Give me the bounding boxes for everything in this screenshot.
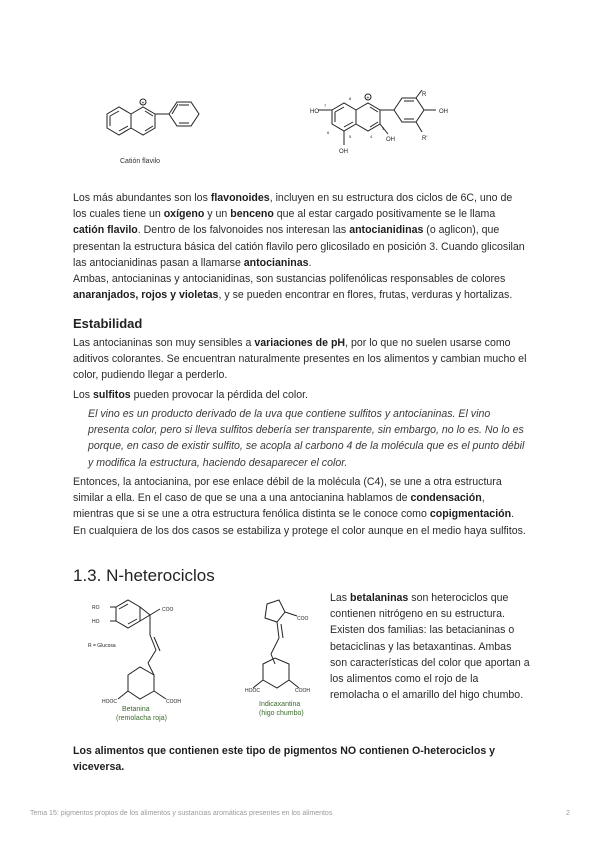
indicaxanthin-caption-2: (higo chumbo)	[259, 710, 304, 717]
paragraph-ph: Las antocianinas son muy sensibles a variaciones de pH, por lo que no suelen usarse como aditivos colorantes. Se encuentran naturalmente presentes en los alimentos y cambian mucho el color, pudiendo llegar a perderlo.	[73, 337, 527, 382]
svg-text:OH: OH	[439, 109, 448, 115]
svg-text:6: 6	[327, 130, 330, 135]
page-number: 2	[566, 810, 570, 817]
page-footer: Tema 15: pigmentos propios de los alimentos y sustancias aromáticas presentes en los alimentos	[30, 810, 333, 817]
svg-text:R = Glucosa: R = Glucosa	[88, 643, 116, 649]
quote-wine: El vino es un producto derivado de la uva que contiene sulfitos y antocianinas. El vino presenta color, pero si lleva sulfitos debería ser transparente, sin embargo, no lo es. No lo es porque, en caso de existir sulfito, se acopla al carbono 4 de la molécula que es el punto débil y modifica la estructura, haciendo desaparecer el color.	[88, 408, 525, 469]
paragraph-betalains: Las betalaninas son heterociclos que contienen nitrógeno en su estructura. Existen dos familias: las betacianinas o betaciclinas y las betaxantinas. Ambas son características del color que aportan a los alimentos como el rojo de la remolacha o el amarillo del higo chumbo.	[330, 592, 530, 702]
svg-text:R: R	[422, 92, 427, 98]
betanin-caption-2: (remolacha roja)	[116, 715, 167, 722]
svg-text:RO: RO	[92, 605, 100, 611]
svg-text:3: 3	[382, 126, 385, 131]
flavylium-cation-structure	[95, 92, 235, 172]
svg-text:4: 4	[370, 134, 373, 139]
paragraph-sulfites: Los sulfitos pueden provocar la pérdida del color.	[73, 389, 308, 401]
svg-text:OH: OH	[386, 137, 395, 143]
svg-text:7: 7	[324, 103, 327, 108]
paragraph-colors: Ambas, antocianinas y antocianidinas, son sustancias polifenólicas responsables de colores anaranjados, rojos y violetas, y se pueden encontrar en flores, frutas, verduras y hortalizas.	[73, 273, 513, 302]
paragraph-flavonoids: Los más abundantes son los flavonoides, incluyen en su estructura dos ciclos de 6C, uno de los cuales tiene un oxígeno y un benceno que al estar cargado positivamente se le llama catión flavilo. Dentro de los falvonoides nos interesan las antocianidinas (o aglicon), que presentan la estructura básica del catión flavilo pero glicosilado en posición 3. Cuando glicosilan las antocianidinas pasan a llamarse antocianinas.	[73, 192, 525, 269]
svg-text:HO: HO	[310, 109, 319, 115]
indicaxanthin-structure	[245, 598, 325, 720]
svg-text:COOH: COOH	[295, 688, 310, 694]
anthocyanidin-structure	[310, 90, 485, 175]
svg-text:COO: COO	[297, 616, 309, 622]
heading-stability: Estabilidad	[73, 316, 143, 331]
svg-text:OH: OH	[339, 149, 348, 155]
svg-text:HOOC: HOOC	[245, 688, 260, 694]
svg-text:HO: HO	[92, 619, 100, 625]
betanin-caption: Betanina	[122, 706, 150, 713]
paragraph-condensation: Entonces, la antocianina, por ese enlace débil de la molécula (C4), se une a otra estructura similar a ella. En el caso de que se una a una antocianina hablamos de condensación, mientras que si se une a otra estructura fenólica distinta se le conoce como copigmentación. En cualquiera de los dos casos se estabiliza y protege el color aunque en el medio haya sulfitos.	[73, 476, 526, 537]
indicaxanthin-caption: Indicaxantina	[259, 701, 301, 708]
betanin-structure	[88, 595, 203, 725]
paragraph-note: Los alimentos que contienen este tipo de pigmentos NO contienen O-heterociclos y viceversa.	[73, 745, 496, 774]
svg-text:8: 8	[349, 96, 352, 101]
flavylium-caption: Catión flavilo	[120, 158, 161, 165]
svg-text:R': R'	[422, 136, 428, 142]
svg-text:+: +	[141, 100, 145, 107]
svg-text:HOOC: HOOC	[102, 699, 117, 705]
svg-text:COOH: COOH	[166, 699, 181, 705]
svg-text:+: +	[366, 95, 370, 102]
svg-text:COO: COO	[162, 607, 174, 613]
heading-n-heterocycles: 1.3. N-heterociclos	[73, 566, 215, 585]
svg-text:5: 5	[349, 134, 352, 139]
